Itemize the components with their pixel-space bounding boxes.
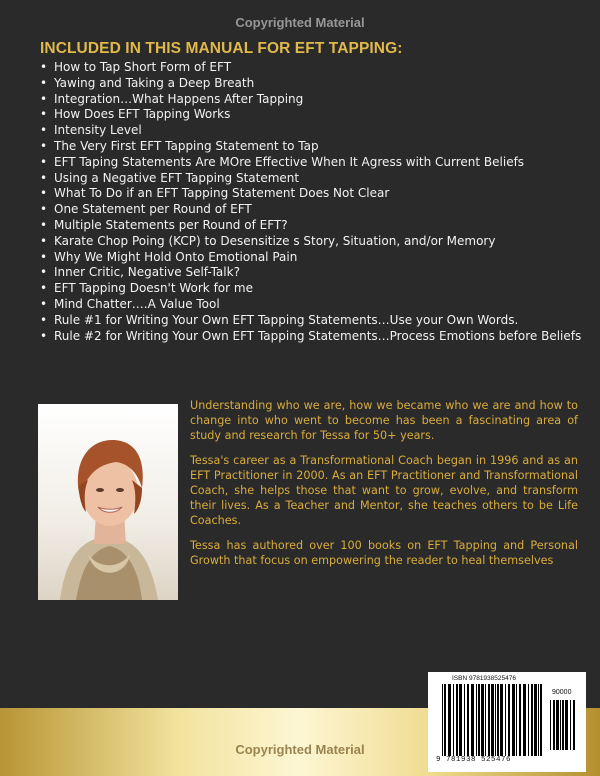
copyright-watermark-top: Copyrighted Material: [235, 15, 365, 30]
topic-item: [40, 265, 585, 281]
barcode-bar: [467, 684, 469, 756]
topic-item: [40, 60, 585, 76]
topic-text: Yawing and Taking a Deep Breath: [54, 75, 255, 90]
barcode-bar: [488, 684, 490, 756]
topic-item: [40, 92, 585, 108]
topic-text: Using a Negative EFT Tapping Statement: [54, 170, 300, 185]
bio-paragraph-3: Tessa has authored over 100 books on EFT Tapping and Personal Growth that focus on empowering the reader to heal themselves: [190, 538, 578, 567]
topics-list: [40, 60, 585, 344]
barcode-bar: [556, 700, 559, 750]
topic-text: How Does EFT Tapping Works: [54, 107, 231, 122]
bullet-icon: •: [40, 312, 48, 327]
topic-text: What To Do if an EFT Tapping Statement Does Not Clear: [54, 186, 390, 201]
bullet-icon: •: [40, 281, 48, 296]
topic-item: [40, 313, 585, 329]
topic-item: [40, 171, 585, 187]
barcode-bar: [565, 700, 568, 750]
isbn-digits: 9 781938 525476: [436, 756, 512, 764]
barcode-bar: [573, 700, 575, 750]
topic-text: How to Tap Short Form of EFT: [54, 60, 232, 74]
bullet-icon: •: [40, 217, 48, 232]
bio-paragraph-1: Understanding who we are, how we became who we are and how to change into who went to become has been a fascinating area of study and research for Tessa for 50+ years.: [190, 399, 578, 443]
topic-text: Rule #2 for Writing Your Own EFT Tapping Statements…Process Emotions before Beliefs: [54, 328, 582, 343]
topic-item: [40, 107, 585, 123]
bullet-icon: •: [40, 328, 48, 343]
bullet-icon: •: [40, 186, 48, 201]
barcode-bar: [512, 684, 515, 756]
topic-item: [40, 297, 585, 313]
topic-item: [40, 329, 585, 345]
topic-text: Why We Might Hold Onto Emotional Pain: [54, 249, 298, 264]
author-bio: [190, 398, 578, 577]
barcode-bar: [444, 684, 446, 756]
barcode-bar: [550, 700, 551, 750]
barcode-bar: [560, 700, 561, 750]
barcode-bar: [500, 684, 503, 756]
barcode-bar: [519, 684, 521, 756]
barcode-bar: [534, 684, 537, 756]
barcode-bar: [528, 684, 529, 756]
topic-text: Rule #1 for Writing Your Own EFT Tapping Statements…Use your Own Words.: [54, 312, 519, 327]
topic-text: EFT Tapping Doesn't Work for me: [54, 281, 253, 296]
topic-item: [40, 218, 585, 234]
bullet-icon: •: [40, 138, 48, 153]
barcode-bar: [538, 684, 539, 756]
barcode-bar: [508, 684, 510, 756]
barcode-bar: [448, 684, 451, 756]
topic-item: [40, 155, 585, 171]
barcode-bar: [453, 684, 454, 756]
topic-text: Mind Chatter….A Value Tool: [54, 296, 220, 311]
bullet-icon: •: [40, 170, 48, 185]
topic-text: Karate Chop Poing (KCP) to Desensitize s Story, Situation, and/or Memory: [54, 233, 496, 248]
barcode-bar: [459, 684, 462, 756]
topic-text: EFT Taping Statements Are MOre Effective When It Agress with Current Beliefs: [54, 154, 525, 169]
barcode-bar: [478, 684, 480, 756]
barcode-bar: [540, 684, 542, 756]
topic-item: [40, 250, 585, 266]
bullet-icon: •: [40, 296, 48, 311]
barcode-bar: [464, 684, 465, 756]
price-barcode-bars: [550, 700, 580, 750]
author-photo: [38, 404, 178, 600]
bullet-icon: •: [40, 233, 48, 248]
barcode-bar: [491, 684, 494, 756]
topic-text: Inner Critic, Negative Self-Talk?: [54, 265, 240, 280]
bullet-icon: •: [40, 60, 48, 74]
topic-text: Multiple Statements per Round of EFT?: [54, 217, 288, 232]
barcode-bar: [516, 684, 517, 756]
topic-item: [40, 281, 585, 297]
barcode-bar: [471, 684, 474, 756]
topic-text: Intensity Level: [54, 123, 142, 138]
barcode-bar: [495, 684, 496, 756]
topic-item: [40, 202, 585, 218]
topic-item: [40, 139, 585, 155]
barcode-bar: [531, 684, 533, 756]
bullet-icon: •: [40, 202, 48, 217]
topic-text: One Statement per Round of EFT: [54, 202, 252, 217]
topic-item: [40, 76, 585, 92]
barcode-bar: [442, 684, 443, 756]
barcode-bar: [570, 700, 571, 750]
author-portrait-illustration: [38, 404, 178, 600]
price-code: 90000: [552, 689, 572, 696]
topic-text: The Very First EFT Tapping Statement to Tap: [54, 138, 319, 153]
bullet-icon: •: [40, 154, 48, 169]
bullet-icon: •: [40, 249, 48, 264]
bullet-icon: •: [40, 75, 48, 90]
copyright-watermark-bottom: Copyrighted Material: [235, 742, 365, 757]
bio-paragraph-2: Tessa's career as a Transformational Coach began in 1996 and as an EFT Practitioner in 2000. As an EFT Practitioner and Transformational Coach, she helps those that want to grow, evolve, and transform their lives. As a Teacher and Mentor, she teaches others to be Life Coaches.: [190, 453, 578, 528]
manual-contents-heading: INCLUDED IN THIS MANUAL FOR EFT TAPPING:: [40, 40, 403, 57]
bullet-icon: •: [40, 265, 48, 280]
bullet-icon: •: [40, 123, 48, 138]
barcode-bar: [523, 684, 526, 756]
barcode-bar: [481, 684, 484, 756]
barcode-bar: [497, 684, 499, 756]
barcode-bar: [456, 684, 458, 756]
topic-item: [40, 123, 585, 139]
topic-text: Integration…What Happens After Tapping: [54, 91, 304, 106]
barcode-bar: [553, 700, 555, 750]
barcode-bar: [505, 684, 506, 756]
isbn-label: ISBN 9781938525476: [452, 675, 516, 682]
barcode-bar: [562, 700, 564, 750]
isbn-barcode: [428, 672, 586, 772]
barcode-bars: [442, 684, 548, 756]
topic-item: [40, 186, 585, 202]
topic-item: [40, 234, 585, 250]
bullet-icon: •: [40, 107, 48, 122]
barcode-bar: [485, 684, 486, 756]
bullet-icon: •: [40, 91, 48, 106]
barcode-bar: [476, 684, 477, 756]
